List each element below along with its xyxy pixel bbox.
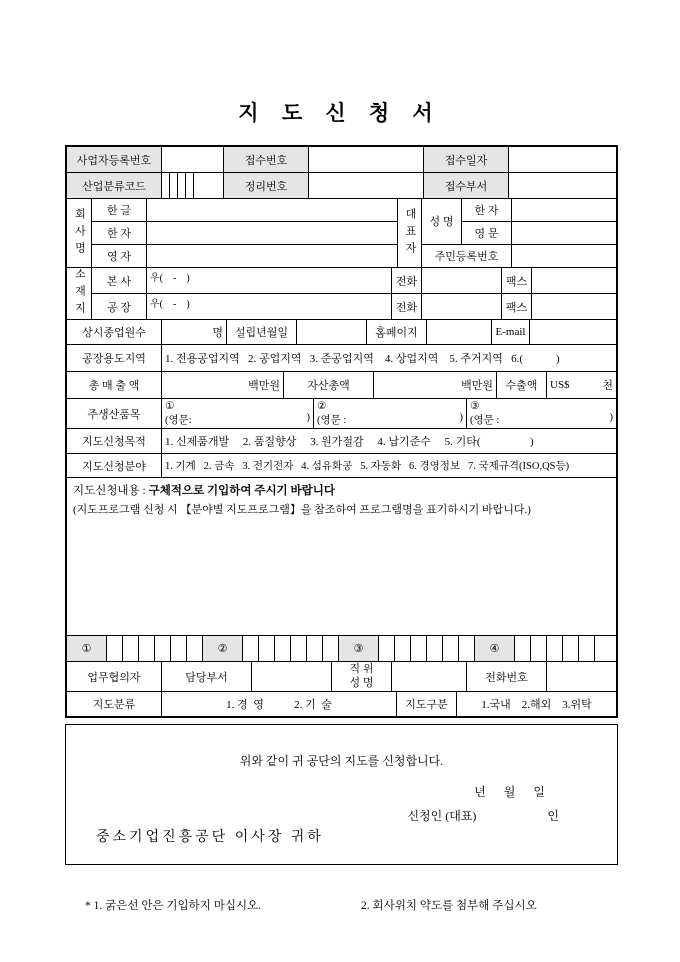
rep-name-label: 성 명 [422, 199, 462, 244]
hq-fax-label: 팩스 [502, 268, 532, 293]
product-1-number: ① [165, 401, 175, 412]
grid-cell[interactable] [171, 636, 187, 661]
assets-label: 자산총액 [284, 372, 374, 398]
grid-cell[interactable] [531, 636, 547, 661]
sales-label: 총 매 출 액 [67, 372, 162, 398]
biz-reg-input[interactable] [162, 147, 224, 172]
address-section [67, 268, 616, 320]
content-emphasis: 구체적으로 기입하여 주시기 바랍니다 [148, 485, 335, 497]
coordinator-dept-label: 담당부서 [162, 662, 252, 691]
grid-cell[interactable] [259, 636, 275, 661]
zone-options[interactable]: 1. 전용공업지역 2. 공업지역 3. 준공업지역 4. 상업지역 5. 주거지역 6.( ) [165, 353, 560, 365]
closing-statement: 위와 같이 귀 공단의 지도를 신청합니다. [239, 754, 444, 768]
grid-cell[interactable] [275, 636, 291, 661]
product-item-3[interactable]: ③ (영문 : ) [470, 401, 613, 426]
content-box[interactable] [67, 478, 616, 636]
grid-cell[interactable] [107, 636, 123, 661]
industry-code-digit-cell[interactable] [162, 173, 170, 198]
coordinator-position-name-input[interactable] [392, 662, 467, 691]
coordinator-row [67, 662, 616, 692]
grid-cell[interactable] [595, 636, 616, 661]
footnotes [85, 897, 680, 913]
industry-code-digit-cell[interactable] [186, 173, 194, 198]
top-row-1 [67, 147, 616, 173]
thousand-label: 천 [602, 380, 613, 392]
grid-number-2: ② [203, 636, 243, 661]
rep-rrn-label: 주민등록번호 [422, 245, 512, 267]
products-label: 주생산품목 [67, 399, 162, 428]
rep-rrn-row [422, 245, 616, 267]
company-group-label: 회사명 [67, 199, 92, 267]
grid-cell[interactable] [443, 636, 459, 661]
grid-cell[interactable] [243, 636, 259, 661]
company-korean-row [92, 199, 397, 222]
rep-name-hanja-label: 한 자 [462, 199, 512, 221]
footnote-1: * 1. 굵은선 안은 기입하지 마십시오. [85, 900, 262, 912]
arrange-no-input[interactable] [309, 173, 424, 198]
date-line[interactable]: 년 월 일 [474, 785, 545, 799]
coordinator-label: 업무협의자 [67, 662, 162, 691]
field-options[interactable]: 1. 기계 2. 금속 3. 전기전자 4. 섬유화공 5. 자동화 6. 경영정보 7. 국제규격(ISO,QS등) [165, 461, 570, 472]
page-title: 지 도 신 청 서 [238, 101, 442, 125]
industry-code-input[interactable] [162, 173, 224, 198]
sales-input[interactable]: 백만원 [162, 372, 284, 398]
grid-cell[interactable] [123, 636, 139, 661]
currency-label: US$ [550, 379, 570, 391]
coordinator-phone-label: 전화번호 [467, 662, 547, 691]
guidance-type-label: 지도구분 [397, 692, 457, 716]
purpose-label: 지도신청목적 [67, 429, 162, 453]
representative-group-label: 대표자 [397, 199, 422, 267]
exports-label: 수출액 [497, 372, 547, 398]
hq-fax-input[interactable] [532, 268, 616, 293]
hq-address-row [92, 268, 616, 294]
hq-label: 본 사 [92, 268, 147, 293]
grid-number-1: ① [67, 636, 107, 661]
rep-name-eng-input[interactable] [512, 222, 616, 244]
footnote-2: 2. 회사위치 약도를 첨부해 주십시오 [361, 900, 537, 912]
hq-phone-input[interactable] [422, 268, 502, 293]
industry-code-digit-cell[interactable] [170, 173, 178, 198]
coordinator-phone-input[interactable] [547, 662, 616, 691]
grid-cell[interactable] [139, 636, 155, 661]
factory-phone-label: 전화 [392, 294, 422, 319]
biz-reg-label: 사업자등록번호 [67, 147, 162, 172]
employees-label: 상시종업원수 [67, 320, 162, 344]
company-hanja-input[interactable] [147, 222, 397, 244]
factory-label: 공 장 [92, 294, 147, 319]
grid-cell[interactable] [307, 636, 323, 661]
industry-code-digit-cell[interactable] [194, 173, 223, 198]
grid-cell[interactable] [459, 636, 475, 661]
sales-row [67, 372, 616, 399]
email-label: E-mail [492, 320, 530, 344]
closing-box [65, 724, 618, 865]
arrange-no-label: 정리번호 [224, 173, 309, 198]
product-3-number: ③ [470, 401, 480, 412]
grid-number-4: ④ [475, 636, 515, 661]
grid-cell[interactable] [187, 636, 203, 661]
company-hanja-row [92, 222, 397, 245]
zone-label: 공장용도지역 [67, 345, 162, 371]
assets-input[interactable]: 백만원 [374, 372, 497, 398]
company-english-label: 영 자 [92, 245, 147, 267]
grid-cell[interactable] [563, 636, 579, 661]
hq-address-input[interactable]: 우( - ) [147, 268, 392, 293]
rep-rrn-input[interactable] [512, 245, 616, 267]
founded-input[interactable] [297, 320, 367, 344]
grid-cell[interactable] [547, 636, 563, 661]
receipt-dept-label: 접수부서 [424, 173, 509, 198]
factory-address-row [92, 294, 616, 319]
grid-number-3: ③ [339, 636, 379, 661]
purpose-options[interactable]: 1. 신제품개발 2. 품질향상 3. 원가절감 4. 납기준수 5. 기타( ) [165, 436, 534, 448]
exports-input[interactable] [547, 372, 616, 398]
numbered-grid-row [67, 636, 616, 662]
grid-cell[interactable] [579, 636, 595, 661]
receipt-date-input[interactable] [509, 147, 616, 172]
company-hanja-label: 한 자 [92, 222, 147, 244]
application-form-table [65, 145, 618, 718]
founded-label: 설립년월일 [227, 320, 297, 344]
applicant-label: 신청인 (대표) [407, 809, 477, 823]
recipient-line: 중소기업진흥공단 이사장 귀하 [96, 830, 324, 845]
company-english-row [92, 245, 397, 267]
zone-row [67, 345, 616, 372]
grid-cell[interactable] [411, 636, 427, 661]
grid-cell[interactable] [379, 636, 395, 661]
homepage-label: 홈페이지 [367, 320, 427, 344]
company-english-input[interactable] [147, 245, 397, 267]
rep-name-eng-label: 영 문 [462, 222, 512, 244]
receipt-no-input[interactable] [309, 147, 424, 172]
email-input[interactable] [530, 320, 616, 344]
products-row [67, 399, 616, 429]
receipt-no-label: 접수번호 [224, 147, 309, 172]
hq-phone-label: 전화 [392, 268, 422, 293]
guidance-type-options[interactable]: 1.국내 2.해외 3.위탁 [481, 699, 592, 711]
industry-code-digit-cell[interactable] [178, 173, 186, 198]
grid-cell[interactable] [291, 636, 307, 661]
rep-name-rows [422, 199, 616, 245]
classification-label: 지도분류 [67, 692, 162, 716]
company-section [67, 199, 616, 268]
product-2-number: ② [317, 401, 327, 412]
employees-input[interactable]: 명 [162, 320, 227, 344]
content-label: 지도신청내용 : [73, 485, 146, 497]
rep-name-hanja-row [462, 199, 616, 222]
grid-cell[interactable] [515, 636, 531, 661]
factory-fax-label: 팩스 [502, 294, 532, 319]
factory-address-input[interactable]: 우( - ) [147, 294, 392, 319]
content-note: (지도프로그램 신청 시 【분야별 지도프로그램】을 참조하여 프로그램명을 표기하시기 바랍니다.) [73, 504, 531, 516]
field-label: 지도신청분야 [67, 454, 162, 477]
grid-cell[interactable] [395, 636, 411, 661]
field-row [67, 454, 616, 478]
classification-options[interactable]: 1. 경 영 2. 기 술 [162, 692, 397, 716]
homepage-input[interactable] [427, 320, 492, 344]
product-item-2[interactable]: ② (영문 : ) [314, 399, 467, 428]
grid-cell[interactable] [427, 636, 443, 661]
company-korean-label: 한 글 [92, 199, 147, 221]
receipt-date-label: 접수일자 [424, 147, 509, 172]
address-group-label: 소재지 [67, 268, 92, 319]
product-item-1[interactable]: ① (영문: ) [162, 399, 314, 428]
coordinator-dept-input[interactable] [252, 662, 332, 691]
industry-code-label: 산업분류코드 [67, 173, 162, 198]
signature-line [66, 807, 617, 824]
factory-fax-input[interactable] [532, 294, 616, 319]
rep-name-eng-row [462, 222, 616, 244]
coordinator-position-name-label: 직 위 성 명 [332, 662, 392, 691]
rep-name-hanja-input[interactable] [512, 199, 616, 221]
grid-cell[interactable] [155, 636, 171, 661]
purpose-row [67, 429, 616, 454]
receipt-dept-input[interactable] [509, 173, 616, 198]
top-row-2 [67, 173, 616, 199]
info-row [67, 320, 616, 345]
seal-label: 인 [547, 809, 559, 823]
grid-cell[interactable] [323, 636, 339, 661]
company-korean-input[interactable] [147, 199, 397, 221]
classification-row [67, 692, 616, 716]
factory-phone-input[interactable] [422, 294, 502, 319]
